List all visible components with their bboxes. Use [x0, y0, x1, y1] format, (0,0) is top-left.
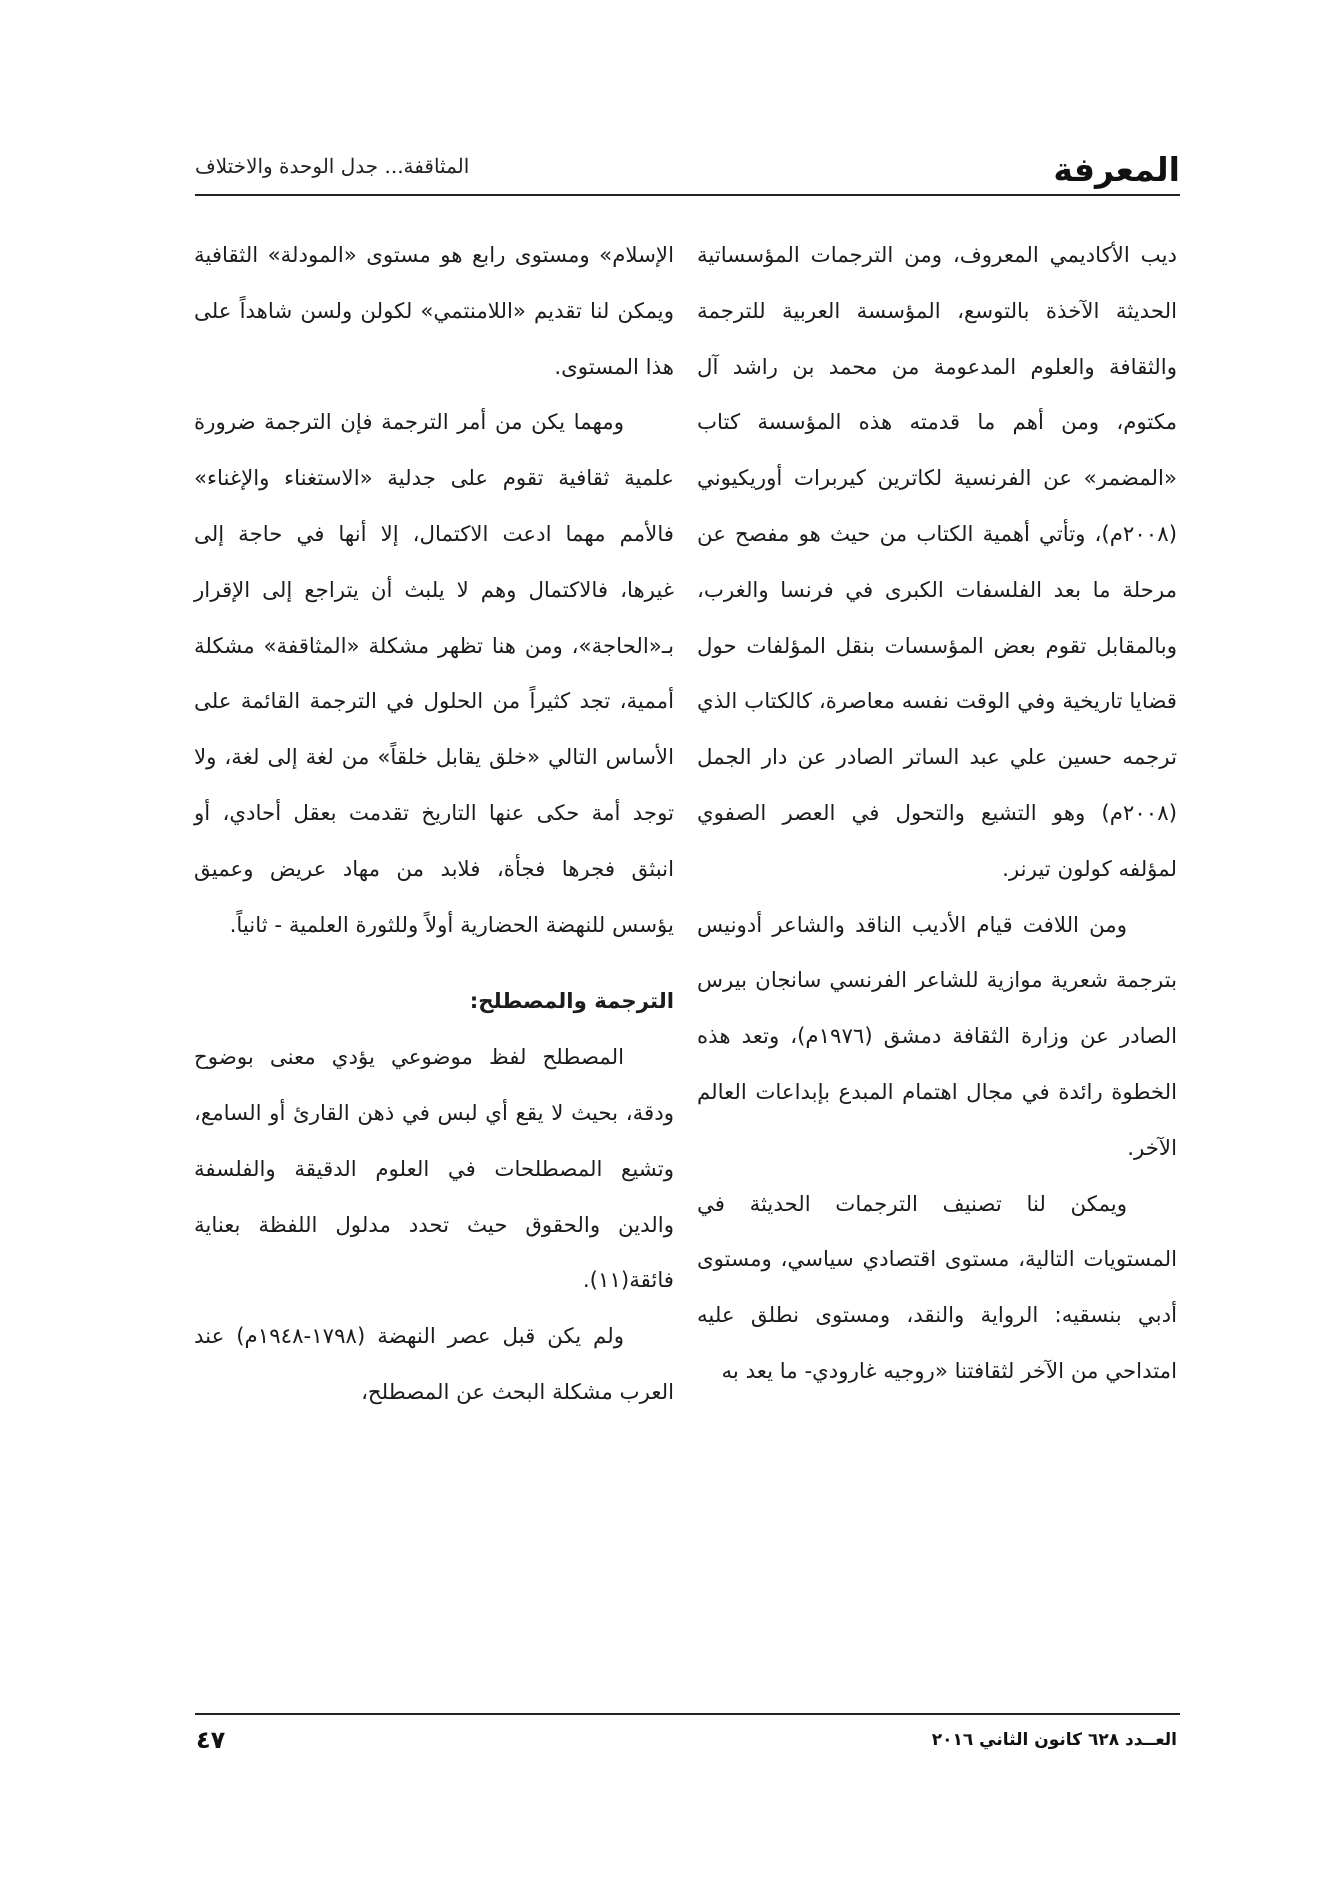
left-column [194, 228, 674, 1421]
magazine-logo: المعرفة [1053, 150, 1180, 189]
body-paragraph: ديب الأكاديمي المعروف، ومن الترجمات المؤسساتية الحديثة الآخذة بالتوسع، المؤسسة العربية للترجمة والثقافة والعلوم المدعومة من محمد بن راشد آل مكتوم، ومن أهم ما قدمته هذه المؤسسة كتاب «المضمر» عن الفرنسية لكاترين كيربرات أوريكيوني (٢٠٠٨م)، وتأتي أهمية الكتاب من حيث هو مفصح عن مرحلة ما بعد الفلسفات الكبرى في فرنسا والغرب، وبالمقابل تقوم بعض المؤسسات بنقل المؤلفات حول قضايا تاريخية وفي الوقت نفسه معاصرة، كالكتاب الذي ترجمه حسين علي عبد الساتر الصادر عن دار الجمل (٢٠٠٨م) وهو التشيع والتحول في العصر الصفوي لمؤلفه كولون تيرنر. [697, 243, 1177, 882]
issue-info: العــدد ٦٢٨ كانون الثاني ٢٠١٦ [931, 1730, 1177, 1750]
running-title: المثاقفة... جدل الوحدة والاختلاف [195, 154, 470, 178]
body-paragraph: الإسلام» ومستوى رابع هو مستوى «المودلة» الثقافية ويمكن لنا تقديم «اللامنتمي» لكولن ولسن شاهداً على هذا المستوى. [194, 243, 674, 380]
body-paragraph: ويمكن لنا تصنيف الترجمات الحديثة في المستويات التالية، مستوى اقتصادي سياسي، ومستوى أدبي بنسقيه: الرواية والنقد، ومستوى نطلق عليه امتداحي من الآخر لثقافتنا «روجيه غارودي- ما يعد به [697, 1191, 1177, 1384]
body-paragraph: ولم يكن قبل عصر النهضة (١٧٩٨-١٩٤٨م) عند العرب مشكلة البحث عن المصطلح، [194, 1324, 674, 1405]
body-paragraph: ومن اللافت قيام الأديب الناقد والشاعر أدونيس بترجمة شعرية موازية للشاعر الفرنسي سانجان بيرس الصادر عن وزارة الثقافة دمشق (١٩٧٦م)، وتعد هذه الخطوة رائدة في مجال اهتمام المبدع بإبداعات العالم الآخر. [697, 912, 1178, 1161]
footer-divider [195, 1713, 1180, 1715]
page-number: ٤٧ [196, 1726, 226, 1754]
header-divider [195, 194, 1180, 196]
body-paragraph: المصطلح لفظ موضوعي يؤدي معنى بوضوح ودقة، بحيث لا يقع أي لبس في ذهن القارئ أو السامع، وتشيع المصطلحات في العلوم الدقيقة والفلسفة والدين والحقوق حيث تحدد مدلول اللفظة بعناية فائقة(١١). [194, 1045, 674, 1294]
right-column [697, 228, 1177, 1400]
section-heading: الترجمة والمصطلح: [469, 989, 674, 1015]
body-paragraph: ومهما يكن من أمر الترجمة فإن الترجمة ضرورة علمية ثقافية تقوم على جدلية «الاستغناء والإغناء» فالأمم مهما ادعت الاكتمال، إلا أنها في حاجة إلى غيرها، فالاكتمال وهم لا يلبث أن يتراجع إلى الإقرار بـ«الحاجة»، ومن هنا تظهر مشكلة «المثاقفة» مشكلة أممية، تجد كثيراً من الحلول في الترجمة القائمة على الأساس التالي «خلق يقابل خلقاً» من لغة إلى لغة، ولا توجد أمة حكى عنها التاريخ تقدمت بعقل أحادي، أو انبثق فجرها فجأة، فلابد من مهاد عريض وعميق يؤسس للنهضة الحضارية أولاً وللثورة العلمية - ثانياً. [194, 410, 674, 938]
page-header [195, 148, 1180, 198]
